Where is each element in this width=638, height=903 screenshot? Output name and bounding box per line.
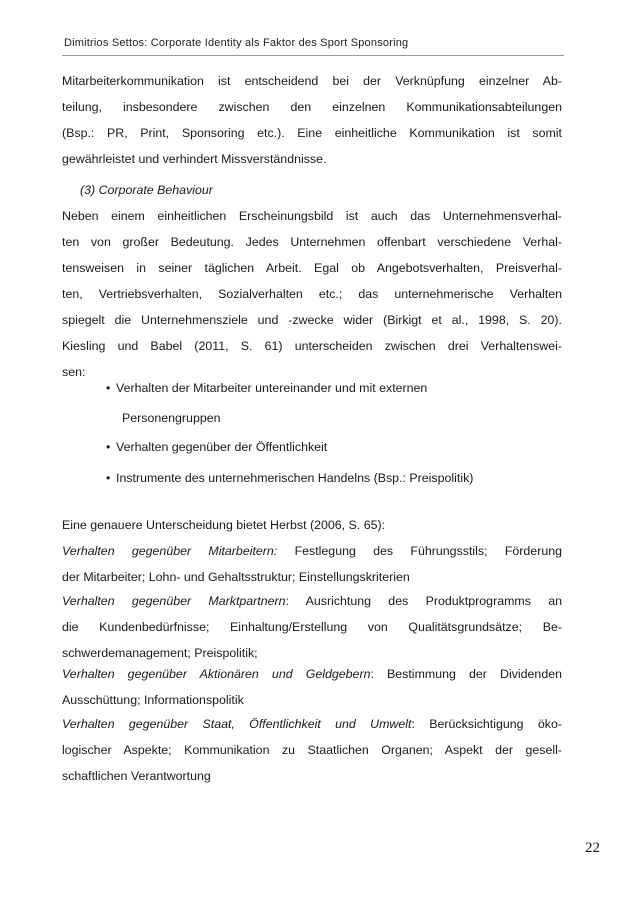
entry-text: : Bestimmung der Dividenden xyxy=(370,667,562,681)
entry-term: Verhalten gegenüber Aktionären und Geldgebern xyxy=(62,667,371,681)
running-header: Dimitrios Settos: Corporate Identity als Faktor des Sport Sponsoring xyxy=(64,37,409,49)
entry-aktionaere xyxy=(62,661,562,713)
header-divider xyxy=(62,55,564,56)
text-line xyxy=(62,661,562,687)
text-line: schwerdemanagement; Preispolitik; xyxy=(62,646,258,660)
entry-staat xyxy=(62,711,562,789)
entry-marktpartner xyxy=(62,588,562,666)
bullet-icon: • xyxy=(106,440,111,454)
paragraph-intro xyxy=(62,68,562,172)
text-line: Ausschüttung; Informationspolitik xyxy=(62,693,244,707)
text-line: ten von großer Bedeutung. Jedes Unternehmen offenbart verschiedene Verhal- xyxy=(62,235,562,249)
text-line: (Bsp.: PR, Print, Sponsoring etc.). Eine einheitliche Kommunikation ist somit xyxy=(62,126,562,140)
list-item-continuation: Personengruppen xyxy=(122,411,221,425)
text-line: Eine genauere Unterscheidung bietet Herbst (2006, S. 65): xyxy=(62,518,386,532)
text-line: die Kundenbedürfnisse; Einhaltung/Erstellung von Qualitätsgrundsätze; Be- xyxy=(62,620,562,634)
section-heading: (3) Corporate Behaviour xyxy=(80,183,213,197)
bullet-icon: • xyxy=(106,381,111,395)
text-line: schaftlichen Verantwortung xyxy=(62,769,211,783)
bullet-icon: • xyxy=(106,471,111,485)
entry-term: Verhalten gegenüber Mitarbeitern: xyxy=(62,544,278,558)
text-line xyxy=(62,711,562,737)
entry-term: Verhalten gegenüber Staat, Öffentlichkeit und Umwelt xyxy=(62,717,412,731)
paragraph-herbst-intro xyxy=(62,512,562,538)
text-line: Neben einem einheitlichen Erscheinungsbild ist auch das Unternehmensverhal- xyxy=(62,209,562,223)
text-line: gewährleistet und verhindert Missverständnisse. xyxy=(62,152,327,166)
list-item xyxy=(106,465,473,491)
text-line: sen: xyxy=(62,365,86,379)
text-line: Mitarbeiterkommunikation ist entscheidend bei der Verknüpfung einzelner Ab- xyxy=(62,74,562,88)
page-number: 22 xyxy=(585,840,600,856)
text-line: ten, Vertriebsverhalten, Sozialverhalten etc.; das unternehmerische Verhalten xyxy=(62,287,562,301)
text-line: spiegelt die Unternehmensziele und -zwecke wider (Birkigt et al., 1998, S. 20). xyxy=(62,313,562,327)
text-line: logischer Aspekte; Kommunikation zu Staatlichen Organen; Aspekt der gesell- xyxy=(62,743,562,757)
list-item xyxy=(106,434,327,460)
text-line: Kiesling und Babel (2011, S. 61) unterscheiden zwischen drei Verhaltenswei- xyxy=(62,339,562,353)
text-line: der Mitarbeiter; Lohn- und Gehaltsstruktur; Einstellungskriterien xyxy=(62,570,410,584)
text-line xyxy=(62,538,562,564)
text-line: tensweisen in seiner täglichen Arbeit. Egal ob Angebotsverhalten, Preisverhal- xyxy=(62,261,562,275)
list-item-text: Instrumente des unternehmerischen Handelns (Bsp.: Preispolitik) xyxy=(116,471,474,485)
list-item-text: Verhalten der Mitarbeiter untereinander und mit externen xyxy=(116,381,428,395)
entry-text: : Berücksichtigung öko- xyxy=(411,717,562,731)
list-item xyxy=(106,375,427,401)
entry-text: : Ausrichtung des Produktprogramms an xyxy=(285,594,562,608)
text-line: teilung, insbesondere zwischen den einzelnen Kommunikationsabteilungen xyxy=(62,100,562,114)
text-line xyxy=(62,588,562,614)
entry-text: Festlegung des Führungsstils; Förderung xyxy=(277,544,562,558)
entry-term: Verhalten gegenüber Marktpartnern xyxy=(62,594,286,608)
paragraph-corporate-behaviour xyxy=(62,203,562,385)
entry-mitarbeiter xyxy=(62,538,562,590)
list-item-text: Verhalten gegenüber der Öffentlichkeit xyxy=(116,440,328,454)
